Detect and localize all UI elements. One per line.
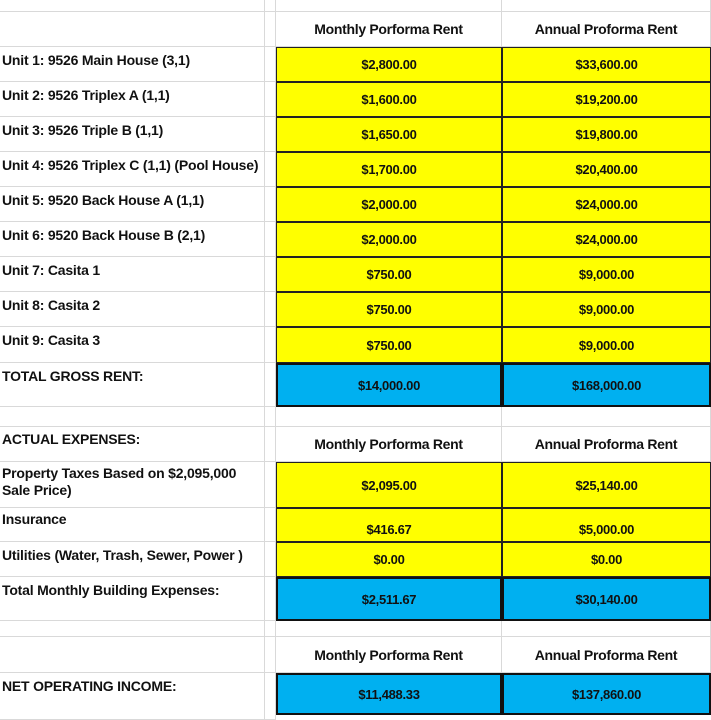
- spacer-cell[interactable]: [264, 327, 276, 363]
- monthly-value[interactable]: $750.00: [276, 327, 502, 363]
- noi-label[interactable]: NET OPERATING INCOME:: [0, 673, 264, 720]
- monthly-value[interactable]: $2,095.00: [276, 462, 502, 508]
- spacer-cell[interactable]: [264, 508, 276, 542]
- annual-value[interactable]: $25,140.00: [502, 462, 711, 508]
- blank-cell[interactable]: [0, 637, 264, 673]
- unit-label[interactable]: Unit 1: 9526 Main House (3,1): [0, 47, 264, 82]
- monthly-value[interactable]: $2,800.00: [276, 47, 502, 82]
- unit-label[interactable]: Unit 3: 9526 Triple B (1,1): [0, 117, 264, 152]
- annual-value[interactable]: $19,200.00: [502, 82, 711, 117]
- total-expenses-annual[interactable]: $30,140.00: [502, 577, 711, 621]
- spacer-cell[interactable]: [264, 222, 276, 257]
- total-gross-row: [0, 363, 711, 407]
- blank-cell[interactable]: [276, 407, 502, 427]
- spacer-cell[interactable]: [264, 637, 276, 673]
- total-expenses-row: [0, 577, 711, 621]
- blank-row: [0, 407, 711, 427]
- spacer-cell[interactable]: [264, 542, 276, 577]
- blank-cell[interactable]: [502, 0, 711, 12]
- spacer-cell[interactable]: [264, 82, 276, 117]
- unit-label[interactable]: Unit 5: 9520 Back House A (1,1): [0, 187, 264, 222]
- unit-label[interactable]: Unit 8: Casita 2: [0, 292, 264, 327]
- table-row: [0, 508, 711, 542]
- annual-header[interactable]: Annual Proforma Rent: [502, 12, 711, 47]
- spacer-cell[interactable]: [264, 577, 276, 621]
- spacer-cell[interactable]: [264, 292, 276, 327]
- monthly-value[interactable]: $750.00: [276, 292, 502, 327]
- blank-cell[interactable]: [502, 407, 711, 427]
- spacer-cell[interactable]: [264, 673, 276, 720]
- table-row: [0, 82, 711, 117]
- annual-value[interactable]: $5,000.00: [502, 508, 711, 542]
- noi-row: [0, 673, 711, 720]
- spacer-cell[interactable]: [264, 0, 276, 12]
- total-gross-monthly[interactable]: $14,000.00: [276, 363, 502, 407]
- annual-value[interactable]: $33,600.00: [502, 47, 711, 82]
- unit-label[interactable]: Unit 7: Casita 1: [0, 257, 264, 292]
- unit-label[interactable]: Unit 9: Casita 3: [0, 327, 264, 363]
- monthly-value[interactable]: $2,000.00: [276, 222, 502, 257]
- blank-cell[interactable]: [0, 12, 264, 47]
- table-row: [0, 542, 711, 577]
- blank-cell[interactable]: [0, 621, 264, 637]
- monthly-header[interactable]: Monthly Porforma Rent: [276, 427, 502, 462]
- annual-value[interactable]: $9,000.00: [502, 257, 711, 292]
- monthly-value[interactable]: $416.67: [276, 508, 502, 542]
- monthly-value[interactable]: $1,600.00: [276, 82, 502, 117]
- noi-annual[interactable]: $137,860.00: [502, 673, 711, 715]
- monthly-value[interactable]: $750.00: [276, 257, 502, 292]
- annual-value[interactable]: $24,000.00: [502, 222, 711, 257]
- table-row: [0, 117, 711, 152]
- annual-value[interactable]: $20,400.00: [502, 152, 711, 187]
- spacer-cell[interactable]: [264, 257, 276, 292]
- total-gross-annual[interactable]: $168,000.00: [502, 363, 711, 407]
- table-row: [0, 47, 711, 82]
- spacer-cell[interactable]: [264, 47, 276, 82]
- expense-label[interactable]: Insurance: [0, 508, 264, 542]
- spacer-cell[interactable]: [264, 12, 276, 47]
- annual-value[interactable]: $9,000.00: [502, 292, 711, 327]
- blank-cell[interactable]: [502, 621, 711, 637]
- monthly-value[interactable]: $2,000.00: [276, 187, 502, 222]
- total-expenses-label[interactable]: Total Monthly Building Expenses:: [0, 577, 264, 621]
- expense-label[interactable]: Property Taxes Based on $2,095,000 Sale Price): [0, 462, 264, 508]
- annual-header[interactable]: Annual Proforma Rent: [502, 637, 711, 673]
- spacer-cell[interactable]: [264, 363, 276, 407]
- annual-header[interactable]: Annual Proforma Rent: [502, 427, 711, 462]
- annual-value[interactable]: $0.00: [502, 542, 711, 577]
- noi-monthly[interactable]: $11,488.33: [276, 673, 502, 715]
- spacer-cell[interactable]: [264, 187, 276, 222]
- noi-header-row: [0, 637, 711, 673]
- total-gross-label[interactable]: TOTAL GROSS RENT:: [0, 363, 264, 407]
- spacer-cell[interactable]: [264, 407, 276, 427]
- blank-row: [0, 621, 711, 637]
- unit-label[interactable]: Unit 4: 9526 Triplex C (1,1) (Pool House): [0, 152, 264, 187]
- spacer-cell[interactable]: [264, 427, 276, 462]
- spacer-cell[interactable]: [264, 621, 276, 637]
- table-row: [0, 257, 711, 292]
- spacer-cell[interactable]: [264, 117, 276, 152]
- expenses-label[interactable]: ACTUAL EXPENSES:: [0, 427, 264, 462]
- blank-cell[interactable]: [0, 407, 264, 427]
- monthly-value[interactable]: $0.00: [276, 542, 502, 577]
- unit-label[interactable]: Unit 2: 9526 Triplex A (1,1): [0, 82, 264, 117]
- table-row: [0, 292, 711, 327]
- total-expenses-monthly[interactable]: $2,511.67: [276, 577, 502, 621]
- blank-cell[interactable]: [276, 0, 502, 12]
- expense-label[interactable]: Utilities (Water, Trash, Sewer, Power ): [0, 542, 264, 577]
- expenses-header-row: [0, 427, 711, 462]
- blank-cell[interactable]: [276, 621, 502, 637]
- spacer-cell[interactable]: [264, 152, 276, 187]
- annual-value[interactable]: $9,000.00: [502, 327, 711, 363]
- monthly-header[interactable]: Monthly Porforma Rent: [276, 12, 502, 47]
- unit-label[interactable]: Unit 6: 9520 Back House B (2,1): [0, 222, 264, 257]
- monthly-value[interactable]: $1,700.00: [276, 152, 502, 187]
- spacer-cell[interactable]: [264, 462, 276, 508]
- monthly-value[interactable]: $1,650.00: [276, 117, 502, 152]
- table-row: [0, 187, 711, 222]
- rent-header-row: [0, 12, 711, 47]
- table-row: [0, 462, 711, 508]
- annual-value[interactable]: $19,800.00: [502, 117, 711, 152]
- table-row: [0, 327, 711, 363]
- blank-row: [0, 0, 711, 12]
- blank-cell[interactable]: [0, 0, 264, 12]
- monthly-header[interactable]: Monthly Porforma Rent: [276, 637, 502, 673]
- table-row: [0, 222, 711, 257]
- table-row: [0, 152, 711, 187]
- annual-value[interactable]: $24,000.00: [502, 187, 711, 222]
